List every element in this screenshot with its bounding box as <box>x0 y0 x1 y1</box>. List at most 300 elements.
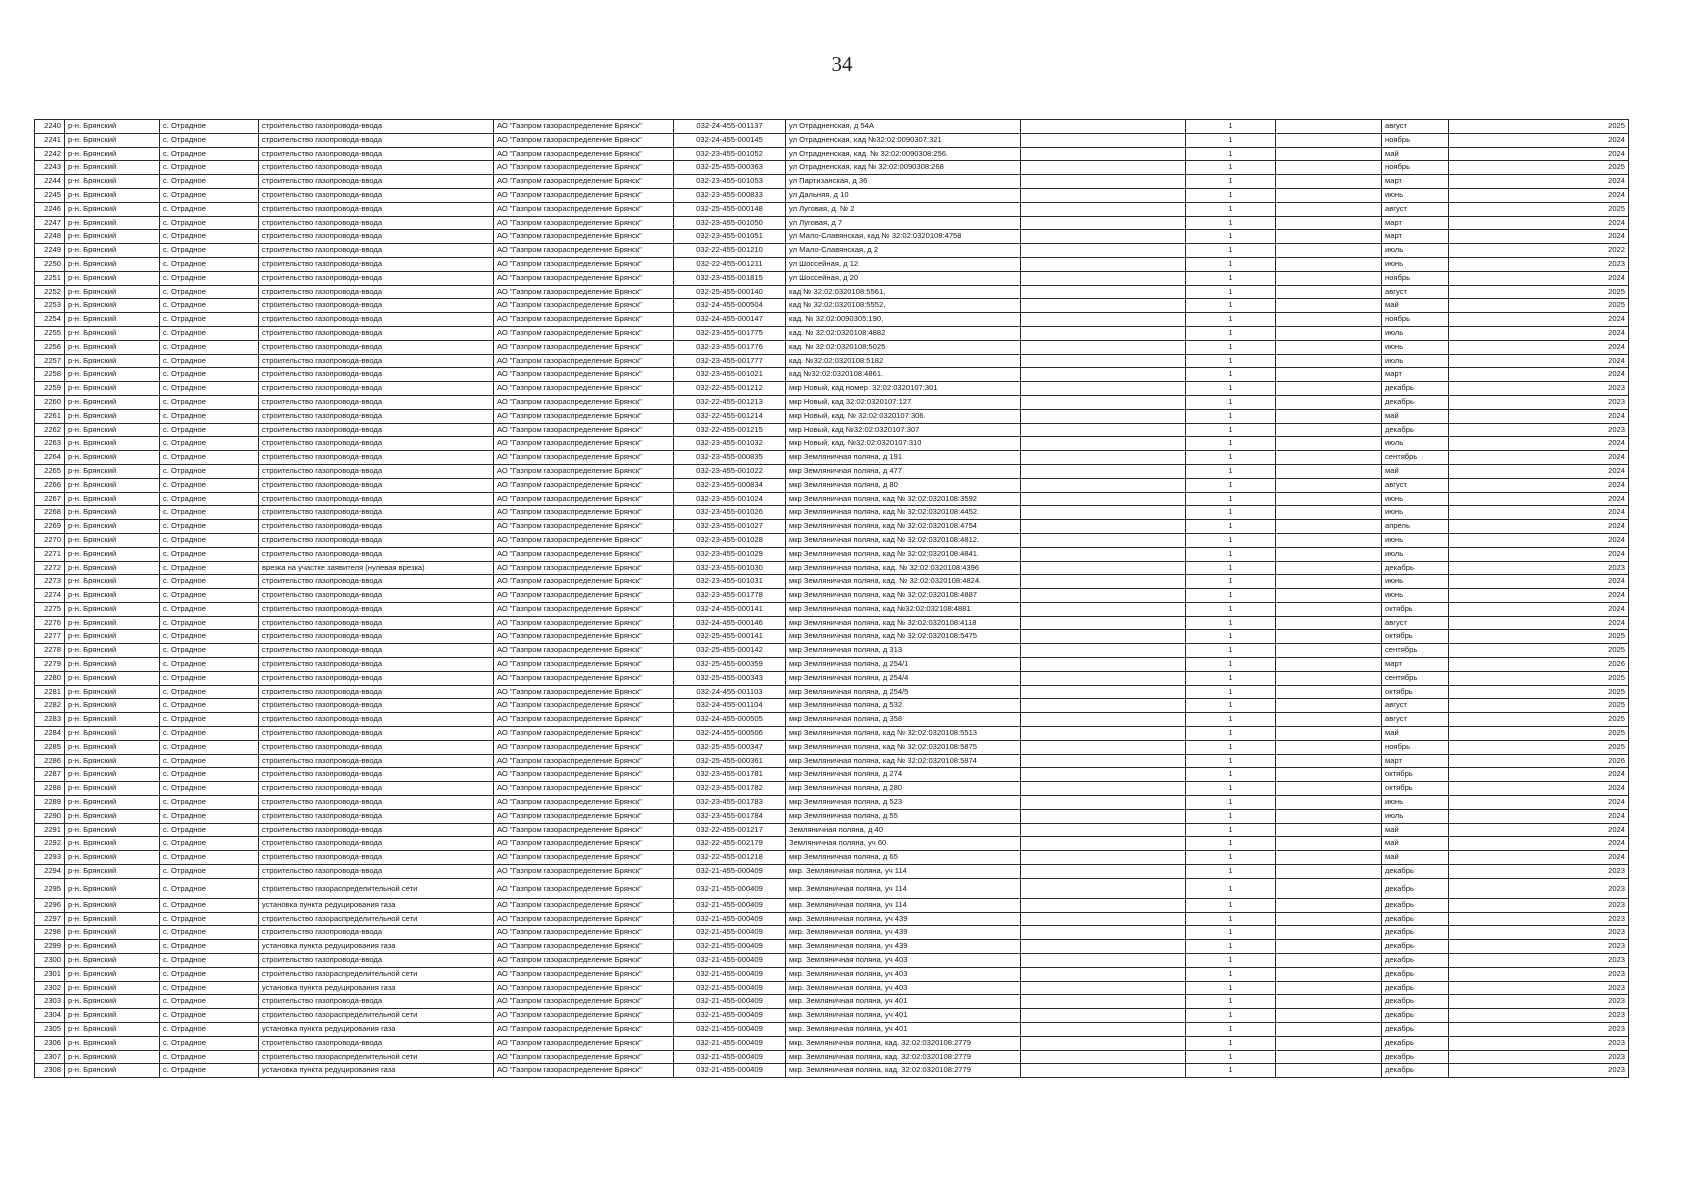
month-cell: май <box>1382 823 1449 837</box>
quantity-cell: 1 <box>1186 589 1276 603</box>
quantity-cell: 1 <box>1186 926 1276 940</box>
row-number: 2297 <box>35 912 65 926</box>
address-cell: ул Отрадненская, кад. № 32:02:0090308:256. <box>786 147 1021 161</box>
month-cell: декабрь <box>1382 878 1449 898</box>
settlement-cell: с. Отрадное <box>160 1036 259 1050</box>
district-cell: р-н. Брянский <box>65 782 160 796</box>
table-row <box>35 478 1629 492</box>
empty-cell <box>1021 382 1186 396</box>
table-row <box>35 147 1629 161</box>
empty-cell <box>1276 713 1382 727</box>
empty-cell <box>1021 630 1186 644</box>
settlement-cell: с. Отрадное <box>160 506 259 520</box>
empty-cell <box>1021 1050 1186 1064</box>
application-code-cell: 032-25-455-000148 <box>674 202 786 216</box>
address-cell: мкр. Земляничная поляна, уч 114 <box>786 865 1021 879</box>
application-code-cell: 032-23-455-001052 <box>674 147 786 161</box>
work-type-cell: строительство газопровода-ввода <box>259 216 494 230</box>
district-cell: р-н. Брянский <box>65 175 160 189</box>
district-cell: р-н. Брянский <box>65 809 160 823</box>
address-cell: мкр Земляничная поляна, кад № 32:02:0320108:5874 <box>786 754 1021 768</box>
quantity-cell: 1 <box>1186 796 1276 810</box>
organization-cell: АО "Газпром газораспределение Брянск" <box>494 1036 674 1050</box>
month-cell: октябрь <box>1382 768 1449 782</box>
address-cell: мкр Земляничная поляна, кад № 32:02:0320108:4452. <box>786 506 1021 520</box>
district-cell: р-н. Брянский <box>65 671 160 685</box>
month-cell: декабрь <box>1382 395 1449 409</box>
quantity-cell: 1 <box>1186 313 1276 327</box>
row-number: 2280 <box>35 671 65 685</box>
address-cell: мкр Земляничная поляна, кад № 32:02:0320108:5875 <box>786 740 1021 754</box>
month-cell: март <box>1382 230 1449 244</box>
year-cell: 2024 <box>1449 147 1629 161</box>
organization-cell: АО "Газпром газораспределение Брянск" <box>494 865 674 879</box>
work-type-cell: строительство газопровода-ввода <box>259 589 494 603</box>
row-number: 2296 <box>35 898 65 912</box>
organization-cell: АО "Газпром газораспределение Брянск" <box>494 506 674 520</box>
organization-cell: АО "Газпром газораспределение Брянск" <box>494 285 674 299</box>
empty-cell <box>1276 561 1382 575</box>
empty-cell <box>1276 120 1382 134</box>
empty-cell <box>1021 354 1186 368</box>
month-cell: март <box>1382 658 1449 672</box>
settlement-cell: с. Отрадное <box>160 120 259 134</box>
work-type-cell: строительство газопровода-ввода <box>259 547 494 561</box>
month-cell: сентябрь <box>1382 644 1449 658</box>
address-cell: мкр Новый, кад номер. 32:02:0320107:301 <box>786 382 1021 396</box>
district-cell: р-н. Брянский <box>65 409 160 423</box>
empty-cell <box>1021 368 1186 382</box>
district-cell: р-н. Брянский <box>65 967 160 981</box>
organization-cell: АО "Газпром газораспределение Брянск" <box>494 161 674 175</box>
year-cell: 2023 <box>1449 878 1629 898</box>
district-cell: р-н. Брянский <box>65 630 160 644</box>
year-cell: 2025 <box>1449 202 1629 216</box>
address-cell: кад. № 32:02:0320108:5025 <box>786 340 1021 354</box>
work-type-cell: строительство газопровода-ввода <box>259 602 494 616</box>
organization-cell: АО "Газпром газораспределение Брянск" <box>494 547 674 561</box>
district-cell: р-н. Брянский <box>65 589 160 603</box>
work-type-cell: строительство газопровода-ввода <box>259 326 494 340</box>
district-cell: р-н. Брянский <box>65 533 160 547</box>
application-code-cell: 032-24-455-000505 <box>674 713 786 727</box>
table-row <box>35 630 1629 644</box>
settlement-cell: с. Отрадное <box>160 754 259 768</box>
district-cell: р-н. Брянский <box>65 878 160 898</box>
work-type-cell: строительство газопровода-ввода <box>259 506 494 520</box>
empty-cell <box>1276 244 1382 258</box>
month-cell: ноябрь <box>1382 313 1449 327</box>
address-cell: ул Шоссейная, д 20 <box>786 271 1021 285</box>
district-cell: р-н. Брянский <box>65 368 160 382</box>
settlement-cell: с. Отрадное <box>160 851 259 865</box>
application-code-cell: 032-23-455-001784 <box>674 809 786 823</box>
application-code-cell: 032-23-455-000835 <box>674 451 786 465</box>
application-code-cell: 032-23-455-001775 <box>674 326 786 340</box>
year-cell: 2024 <box>1449 506 1629 520</box>
address-cell: мкр Земляничная поляна, кад № 32:02:0320108:4841. <box>786 547 1021 561</box>
empty-cell <box>1021 340 1186 354</box>
table-row <box>35 713 1629 727</box>
quantity-cell: 1 <box>1186 713 1276 727</box>
address-cell: мкр Земляничная поляна, кад №32:02:032108:4881 <box>786 602 1021 616</box>
month-cell: октябрь <box>1382 630 1449 644</box>
year-cell: 2024 <box>1449 326 1629 340</box>
organization-cell: АО "Газпром газораспределение Брянск" <box>494 644 674 658</box>
organization-cell: АО "Газпром газораспределение Брянск" <box>494 981 674 995</box>
district-cell: р-н. Брянский <box>65 395 160 409</box>
settlement-cell: с. Отрадное <box>160 147 259 161</box>
work-type-cell: строительство газопровода-ввода <box>259 533 494 547</box>
organization-cell: АО "Газпром газораспределение Брянск" <box>494 326 674 340</box>
year-cell: 2023 <box>1449 981 1629 995</box>
month-cell: декабрь <box>1382 926 1449 940</box>
work-type-cell: строительство газопровода-ввода <box>259 409 494 423</box>
application-code-cell: 032-21-455-000409 <box>674 1050 786 1064</box>
settlement-cell: с. Отрадное <box>160 768 259 782</box>
application-code-cell: 032-21-455-000409 <box>674 1036 786 1050</box>
application-code-cell: 032-23-455-000833 <box>674 188 786 202</box>
application-code-cell: 032-23-455-001778 <box>674 589 786 603</box>
quantity-cell: 1 <box>1186 898 1276 912</box>
application-code-cell: 032-22-455-001215 <box>674 423 786 437</box>
district-cell: р-н. Брянский <box>65 188 160 202</box>
address-cell: мкр Новый, кад. № 32:02:0320107:306. <box>786 409 1021 423</box>
month-cell: декабрь <box>1382 1036 1449 1050</box>
table-row <box>35 898 1629 912</box>
organization-cell: АО "Газпром газораспределение Брянск" <box>494 837 674 851</box>
row-number: 2289 <box>35 796 65 810</box>
work-type-cell: строительство газораспределительной сети <box>259 912 494 926</box>
address-cell: ул Луговая, д. № 2 <box>786 202 1021 216</box>
table-row <box>35 954 1629 968</box>
year-cell: 2024 <box>1449 368 1629 382</box>
empty-cell <box>1021 713 1186 727</box>
settlement-cell: с. Отрадное <box>160 995 259 1009</box>
organization-cell: АО "Газпром газораспределение Брянск" <box>494 382 674 396</box>
address-cell: мкр Земляничная поляна, д 358 <box>786 713 1021 727</box>
district-cell: р-н. Брянский <box>65 285 160 299</box>
settlement-cell: с. Отрадное <box>160 912 259 926</box>
organization-cell: АО "Газпром газораспределение Брянск" <box>494 368 674 382</box>
settlement-cell: с. Отрадное <box>160 878 259 898</box>
table-row <box>35 809 1629 823</box>
settlement-cell: с. Отрадное <box>160 175 259 189</box>
settlement-cell: с. Отрадное <box>160 409 259 423</box>
quantity-cell: 1 <box>1186 533 1276 547</box>
work-type-cell: строительство газопровода-ввода <box>259 313 494 327</box>
empty-cell <box>1021 727 1186 741</box>
year-cell: 2024 <box>1449 188 1629 202</box>
empty-cell <box>1276 175 1382 189</box>
row-number: 2258 <box>35 368 65 382</box>
organization-cell: АО "Газпром газораспределение Брянск" <box>494 995 674 1009</box>
empty-cell <box>1021 575 1186 589</box>
table-row <box>35 768 1629 782</box>
work-type-cell: строительство газопровода-ввода <box>259 147 494 161</box>
settlement-cell: с. Отрадное <box>160 478 259 492</box>
work-type-cell: строительство газопровода-ввода <box>259 382 494 396</box>
application-code-cell: 032-23-455-001026 <box>674 506 786 520</box>
row-number: 2308 <box>35 1064 65 1078</box>
month-cell: октябрь <box>1382 685 1449 699</box>
district-cell: р-н. Брянский <box>65 995 160 1009</box>
row-number: 2265 <box>35 464 65 478</box>
settlement-cell: с. Отрадное <box>160 354 259 368</box>
settlement-cell: с. Отрадное <box>160 395 259 409</box>
table-row <box>35 837 1629 851</box>
organization-cell: АО "Газпром газораспределение Брянск" <box>494 492 674 506</box>
district-cell: р-н. Брянский <box>65 244 160 258</box>
settlement-cell: с. Отрадное <box>160 257 259 271</box>
row-number: 2263 <box>35 437 65 451</box>
table-row <box>35 561 1629 575</box>
empty-cell <box>1276 133 1382 147</box>
settlement-cell: с. Отрадное <box>160 575 259 589</box>
year-cell: 2024 <box>1449 464 1629 478</box>
empty-cell <box>1021 230 1186 244</box>
empty-cell <box>1021 1064 1186 1078</box>
empty-cell <box>1021 120 1186 134</box>
quantity-cell: 1 <box>1186 202 1276 216</box>
empty-cell <box>1021 995 1186 1009</box>
district-cell: р-н. Брянский <box>65 1009 160 1023</box>
settlement-cell: с. Отрадное <box>160 1023 259 1037</box>
empty-cell <box>1276 782 1382 796</box>
month-cell: август <box>1382 202 1449 216</box>
row-number: 2279 <box>35 658 65 672</box>
settlement-cell: с. Отрадное <box>160 740 259 754</box>
district-cell: р-н. Брянский <box>65 699 160 713</box>
empty-cell <box>1276 1050 1382 1064</box>
empty-cell <box>1276 423 1382 437</box>
year-cell: 2024 <box>1449 271 1629 285</box>
month-cell: декабрь <box>1382 865 1449 879</box>
empty-cell <box>1276 823 1382 837</box>
settlement-cell: с. Отрадное <box>160 340 259 354</box>
empty-cell <box>1021 423 1186 437</box>
quantity-cell: 1 <box>1186 1064 1276 1078</box>
table-row <box>35 382 1629 396</box>
organization-cell: АО "Газпром газораспределение Брянск" <box>494 658 674 672</box>
year-cell: 2024 <box>1449 133 1629 147</box>
quantity-cell: 1 <box>1186 1036 1276 1050</box>
district-cell: р-н. Брянский <box>65 230 160 244</box>
table-row <box>35 671 1629 685</box>
empty-cell <box>1276 478 1382 492</box>
year-cell: 2025 <box>1449 699 1629 713</box>
organization-cell: АО "Газпром газораспределение Брянск" <box>494 299 674 313</box>
table-row <box>35 520 1629 534</box>
work-type-cell: строительство газопровода-ввода <box>259 713 494 727</box>
application-code-cell: 032-24-455-000506 <box>674 727 786 741</box>
address-cell: ул Дальняя, д 10 <box>786 188 1021 202</box>
month-cell: июль <box>1382 547 1449 561</box>
year-cell: 2025 <box>1449 727 1629 741</box>
settlement-cell: с. Отрадное <box>160 837 259 851</box>
organization-cell: АО "Газпром газораспределение Брянск" <box>494 809 674 823</box>
table-row <box>35 464 1629 478</box>
empty-cell <box>1276 1009 1382 1023</box>
empty-cell <box>1021 1009 1186 1023</box>
quantity-cell: 1 <box>1186 1009 1276 1023</box>
address-cell: мкр Земляничная поляна, д 532 <box>786 699 1021 713</box>
year-cell: 2025 <box>1449 299 1629 313</box>
settlement-cell: с. Отрадное <box>160 644 259 658</box>
application-code-cell: 032-25-455-000359 <box>674 658 786 672</box>
empty-cell <box>1276 699 1382 713</box>
empty-cell <box>1021 644 1186 658</box>
quantity-cell: 1 <box>1186 175 1276 189</box>
work-type-cell: строительство газопровода-ввода <box>259 796 494 810</box>
address-cell: мкр Земляничная поляна, д 254/5 <box>786 685 1021 699</box>
settlement-cell: с. Отрадное <box>160 699 259 713</box>
empty-cell <box>1276 520 1382 534</box>
application-code-cell: 032-25-455-000141 <box>674 630 786 644</box>
organization-cell: АО "Газпром газораспределение Брянск" <box>494 216 674 230</box>
year-cell: 2024 <box>1449 809 1629 823</box>
empty-cell <box>1021 244 1186 258</box>
application-code-cell: 032-25-455-000140 <box>674 285 786 299</box>
application-code-cell: 032-21-455-000409 <box>674 1009 786 1023</box>
settlement-cell: с. Отрадное <box>160 1064 259 1078</box>
address-cell: ул Отрадненская, кад №32:02:0090307:321 <box>786 133 1021 147</box>
quantity-cell: 1 <box>1186 1050 1276 1064</box>
empty-cell <box>1021 658 1186 672</box>
quantity-cell: 1 <box>1186 506 1276 520</box>
row-number: 2264 <box>35 451 65 465</box>
month-cell: декабрь <box>1382 940 1449 954</box>
address-cell: мкр Земляничная поляна, д 65 <box>786 851 1021 865</box>
district-cell: р-н. Брянский <box>65 768 160 782</box>
organization-cell: АО "Газпром газораспределение Брянск" <box>494 230 674 244</box>
year-cell: 2023 <box>1449 561 1629 575</box>
month-cell: декабрь <box>1382 1023 1449 1037</box>
work-type-cell: строительство газопровода-ввода <box>259 299 494 313</box>
table-row <box>35 437 1629 451</box>
address-cell: мкр Новый, кад. №32:02:0320107:310 <box>786 437 1021 451</box>
application-code-cell: 032-23-455-001050 <box>674 216 786 230</box>
year-cell: 2023 <box>1449 1050 1629 1064</box>
empty-cell <box>1276 630 1382 644</box>
address-cell: мкр Земляничная поляна, кад № 32:02:0320108:4118 <box>786 616 1021 630</box>
district-cell: р-н. Брянский <box>65 354 160 368</box>
district-cell: р-н. Брянский <box>65 423 160 437</box>
year-cell: 2024 <box>1449 216 1629 230</box>
application-code-cell: 032-24-455-001103 <box>674 685 786 699</box>
table-row <box>35 547 1629 561</box>
row-number: 2292 <box>35 837 65 851</box>
quantity-cell: 1 <box>1186 216 1276 230</box>
address-cell: мкр Земляничная поляна, кад № 32:02:0320108:5475 <box>786 630 1021 644</box>
district-cell: р-н. Брянский <box>65 506 160 520</box>
work-type-cell: строительство газопровода-ввода <box>259 230 494 244</box>
month-cell: август <box>1382 478 1449 492</box>
application-code-cell: 032-23-455-001051 <box>674 230 786 244</box>
organization-cell: АО "Газпром газораспределение Брянск" <box>494 478 674 492</box>
settlement-cell: с. Отрадное <box>160 244 259 258</box>
organization-cell: АО "Газпром газораспределение Брянск" <box>494 954 674 968</box>
district-cell: р-н. Брянский <box>65 926 160 940</box>
settlement-cell: с. Отрадное <box>160 299 259 313</box>
empty-cell <box>1276 981 1382 995</box>
quantity-cell: 1 <box>1186 685 1276 699</box>
work-type-cell: строительство газопровода-ввода <box>259 1036 494 1050</box>
empty-cell <box>1021 898 1186 912</box>
year-cell: 2024 <box>1449 340 1629 354</box>
empty-cell <box>1021 492 1186 506</box>
register-table <box>34 119 1629 1078</box>
settlement-cell: с. Отрадное <box>160 464 259 478</box>
organization-cell: АО "Газпром газораспределение Брянск" <box>494 257 674 271</box>
year-cell: 2024 <box>1449 575 1629 589</box>
month-cell: май <box>1382 727 1449 741</box>
quantity-cell: 1 <box>1186 285 1276 299</box>
district-cell: р-н. Брянский <box>65 520 160 534</box>
month-cell: июль <box>1382 437 1449 451</box>
work-type-cell: врезка на участке заявителя (нулевая врезка) <box>259 561 494 575</box>
empty-cell <box>1021 409 1186 423</box>
address-cell: мкр. Земляничная поляна, кад. 32:02:0320108:2779 <box>786 1064 1021 1078</box>
quantity-cell: 1 <box>1186 464 1276 478</box>
empty-cell <box>1021 478 1186 492</box>
settlement-cell: с. Отрадное <box>160 589 259 603</box>
year-cell: 2024 <box>1449 768 1629 782</box>
year-cell: 2024 <box>1449 837 1629 851</box>
district-cell: р-н. Брянский <box>65 464 160 478</box>
organization-cell: АО "Газпром газораспределение Брянск" <box>494 395 674 409</box>
month-cell: июнь <box>1382 188 1449 202</box>
row-number: 2249 <box>35 244 65 258</box>
table-row <box>35 451 1629 465</box>
district-cell: р-н. Брянский <box>65 1050 160 1064</box>
table-row <box>35 1050 1629 1064</box>
district-cell: р-н. Брянский <box>65 561 160 575</box>
address-cell: мкр Земляничная поляна, д 254/4 <box>786 671 1021 685</box>
address-cell: ул Шоссейная, д 12 <box>786 257 1021 271</box>
settlement-cell: с. Отрадное <box>160 616 259 630</box>
address-cell: мкр Земляничная поляна, кад № 32:02:0320108:4754 <box>786 520 1021 534</box>
month-cell: июль <box>1382 326 1449 340</box>
row-number: 2250 <box>35 257 65 271</box>
district-cell: р-н. Брянский <box>65 271 160 285</box>
quantity-cell: 1 <box>1186 230 1276 244</box>
organization-cell: АО "Газпром газораспределение Брянск" <box>494 520 674 534</box>
application-code-cell: 032-23-455-001024 <box>674 492 786 506</box>
year-cell: 2024 <box>1449 492 1629 506</box>
row-number: 2278 <box>35 644 65 658</box>
row-number: 2262 <box>35 423 65 437</box>
address-cell: мкр Земляничная поляна, д 80 <box>786 478 1021 492</box>
district-cell: р-н. Брянский <box>65 851 160 865</box>
year-cell: 2026 <box>1449 754 1629 768</box>
settlement-cell: с. Отрадное <box>160 437 259 451</box>
organization-cell: АО "Газпром газораспределение Брянск" <box>494 796 674 810</box>
month-cell: август <box>1382 120 1449 134</box>
quantity-cell: 1 <box>1186 299 1276 313</box>
settlement-cell: с. Отрадное <box>160 898 259 912</box>
address-cell: кад. №32:02:0320108:5182 <box>786 354 1021 368</box>
application-code-cell: 032-21-455-000409 <box>674 1023 786 1037</box>
quantity-cell: 1 <box>1186 644 1276 658</box>
organization-cell: АО "Газпром газораспределение Брянск" <box>494 602 674 616</box>
district-cell: р-н. Брянский <box>65 299 160 313</box>
quantity-cell: 1 <box>1186 340 1276 354</box>
address-cell: кад № 32:02:0320108:5552, <box>786 299 1021 313</box>
empty-cell <box>1276 299 1382 313</box>
settlement-cell: с. Отрадное <box>160 492 259 506</box>
row-number: 2304 <box>35 1009 65 1023</box>
